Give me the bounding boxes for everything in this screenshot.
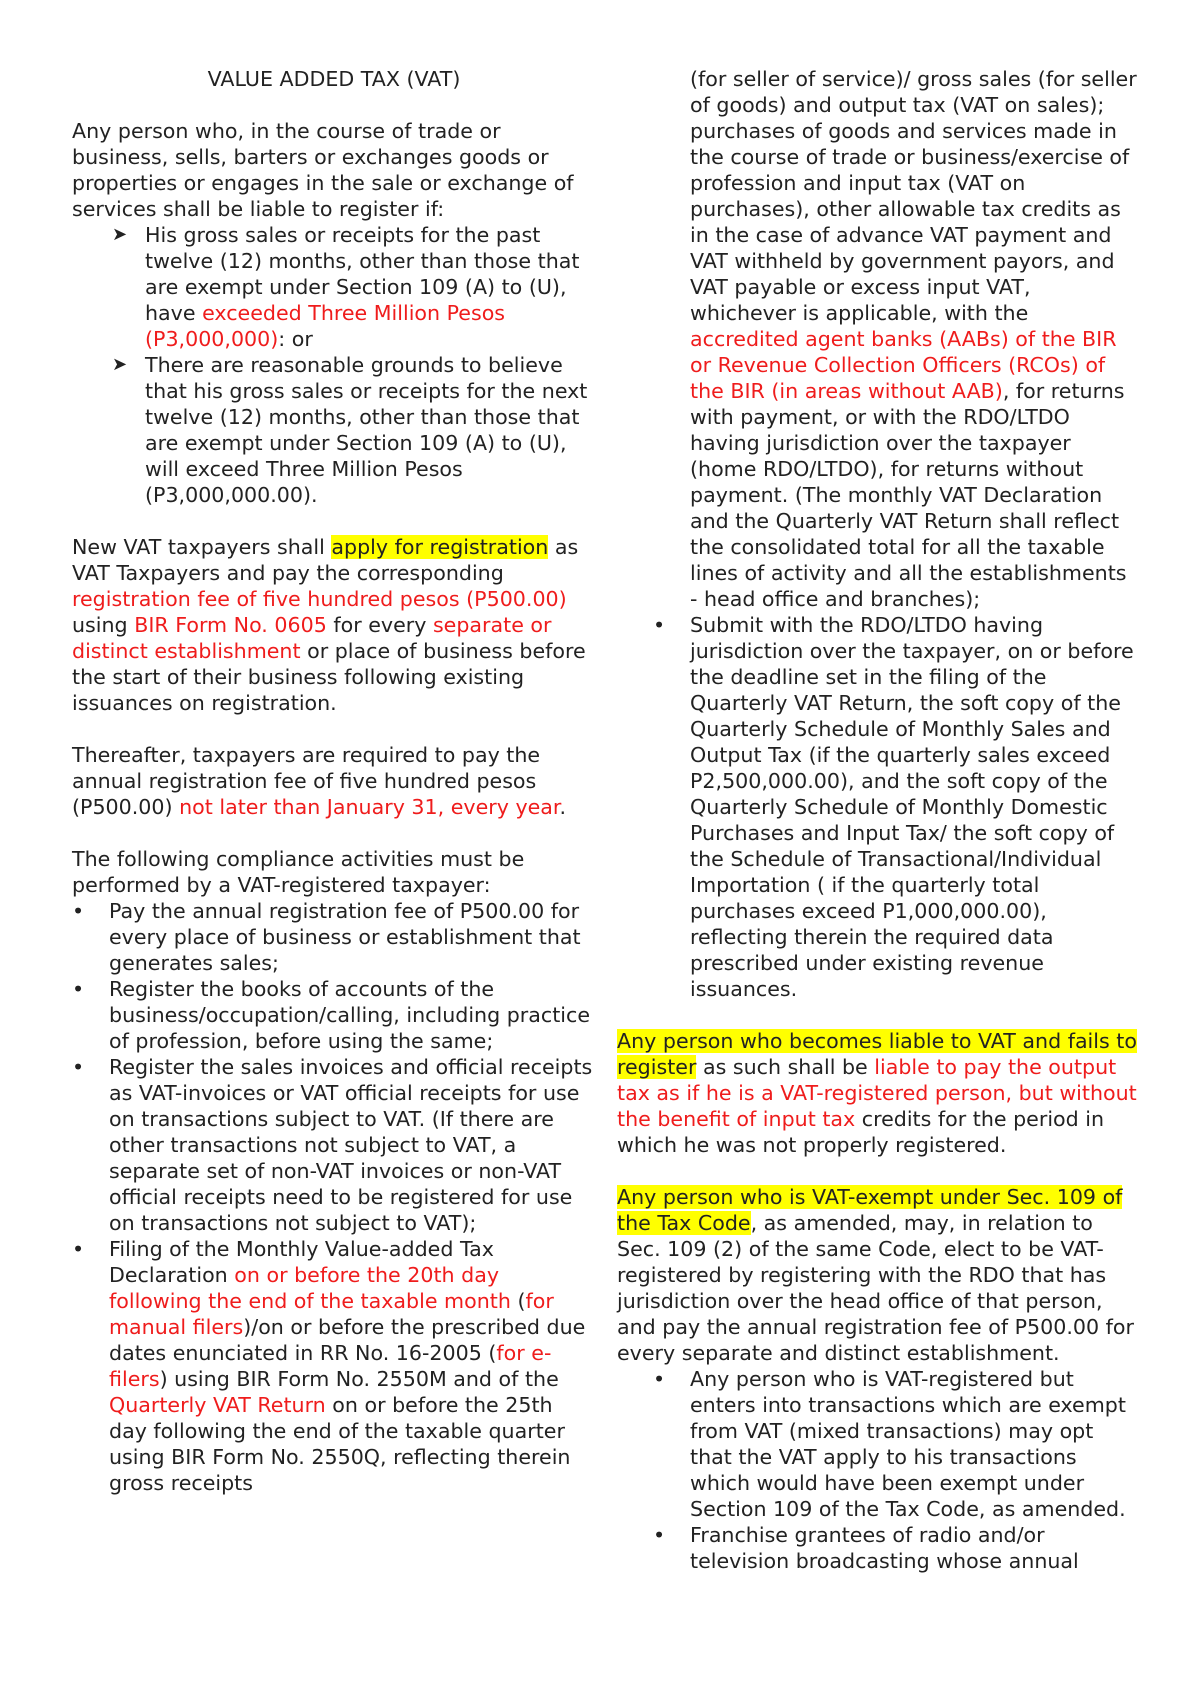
list-item: ➤ There are reasonable grounds to believe that his gross sales or receipts for the next twelve (12) months, other than those that are exempt under Section 109 (A) to (U), will exceed Three Million Pesos (P3,000,000.00).	[112, 353, 588, 507]
compliance-list	[72, 898, 596, 1496]
list-item: • Submit with the RDO/LTDO having jurisdiction over the taxpayer, on or before the deadline set in the filing of the Quarterly VAT Return, the soft copy of the Quarterly Schedule of Monthly Sales and Output Tax (if the quarterly sales exceed P2,500,000.00), and the soft copy of the Quarterly Schedule of Monthly Domestic Purchases and Input Tax/ the soft copy of the Schedule of Transactional/Individual Importation ( if the quarterly total purchases exceed P1,000,000.00), reflecting therein the required data prescribed under existing revenue issuances.	[653, 613, 1134, 1001]
list-item: • Pay the annual registration fee of P500.00 for every place of business or establishment that generates sales;	[72, 899, 581, 975]
right-column	[617, 66, 1137, 1574]
list-item: • Franchise grantees of radio and/or television broadcasting whose annual	[653, 1523, 1079, 1573]
dot-bullet-icon: •	[72, 1237, 85, 1261]
vat-exempt-paragraph: Any person who is VAT-exempt under Sec. 109 of the Tax Code, as amended, may, in relation to Sec. 109 (2) of the same Code, elect to be VAT-registered by registering with the RDO that has jurisdiction over the head office of that person, and pay the annual registration fee of P500.00 for every separate and distinct establishment.	[617, 1185, 1134, 1365]
dot-bullet-icon: •	[653, 1523, 666, 1547]
arrow-bullet-icon: ➤	[112, 224, 128, 245]
annual-fee-paragraph: Thereafter, taxpayers are required to pay the annual registration fee of five hundred pesos (P500.00) not later than January 31, every year.	[72, 743, 567, 819]
arrow-bullet-icon: ➤	[112, 354, 128, 375]
dot-bullet-icon: •	[653, 1367, 666, 1391]
page-title: VALUE ADDED TAX (VAT)	[207, 67, 461, 91]
registration-paragraph: New VAT taxpayers shall apply for registration as VAT Taxpayers and pay the corresponding registration fee of five hundred pesos (P500.00) using BIR Form No. 0605 for every separate or distinct establishment or place of business before the start of their business following existing issuances on registration.	[72, 535, 586, 715]
optional-registration-list	[617, 1366, 1137, 1574]
failure-to-register-paragraph: Any person who becomes liable to VAT and fails to register as such shall be liable to pay the output tax as if he is a VAT-registered person, but without the benefit of input tax credits for the period in which he was not properly registered.	[617, 1029, 1137, 1157]
dot-bullet-icon: •	[72, 977, 85, 1001]
list-item: (for seller of service)/ gross sales (for seller of goods) and output tax (VAT on sales); purchases of goods and services made in the course of trade or business/exercise of profession and input tax (VAT on purchases), other allowable tax credits as in the case of advance VAT payment and VAT withheld by government payors, and VAT payable or excess input VAT, whichever is applicable, with the accredited agent banks (AABs) of the BIR or Revenue Collection Officers (RCOs) of the BIR (in areas without AAB), for returns with payment, or with the RDO/LTDO having jurisdiction over the taxpayer (home RDO/LTDO), for returns without payment. (The monthly VAT Declaration and the Quarterly VAT Return shall reflect the consolidated total for all the taxable lines of activity and all the establishments - head office and branches);	[690, 67, 1137, 611]
intro-paragraph: Any person who, in the course of trade or business, sells, barters or exchanges goods or properties or engages in the sale or exchange of services shall be liable to register if:	[72, 119, 574, 221]
dot-bullet-icon: •	[72, 1055, 85, 1079]
list-item: • Register the books of accounts of the business/occupation/calling, including practice of profession, before using the same;	[72, 977, 590, 1053]
left-column	[72, 66, 596, 1496]
dot-bullet-icon: •	[653, 613, 666, 637]
compliance-intro: The following compliance activities must be performed by a VAT-registered taxpayer:	[72, 847, 525, 897]
registration-conditions-list	[72, 222, 596, 508]
list-item: • Filing of the Monthly Value-added Tax Declaration on or before the 20th day following the end of the taxable month (for manual filers)/on or before the prescribed due dates enunciated in RR No. 16-2005 (for e-filers) using BIR Form No. 2550M and of the Quarterly VAT Return on or before the 25th day following the end of the taxable quarter using BIR Form No. 2550Q, reflecting therein gross receipts	[72, 1237, 586, 1495]
dot-bullet-icon: •	[72, 899, 85, 923]
compliance-list-continued	[617, 66, 1137, 1002]
list-item: • Register the sales invoices and official receipts as VAT-invoices or VAT official receipts for use on transactions subject to VAT. (If there are other transactions not subject to VAT, a separate set of non-VAT invoices or non-VAT official receipts need to be registered for use on transactions not subject to VAT);	[72, 1055, 593, 1235]
list-item: ➤ His gross sales or receipts for the past twelve (12) months, other than those that are exempt under Section 109 (A) to (U), have exceeded Three Million Pesos (P3,000,000): or	[112, 223, 580, 351]
list-item: • Any person who is VAT-registered but enters into transactions which are exempt from VAT (mixed transactions) may opt that the VAT apply to his transactions which would have been exempt under Section 109 of the Tax Code, as amended.	[653, 1367, 1126, 1521]
